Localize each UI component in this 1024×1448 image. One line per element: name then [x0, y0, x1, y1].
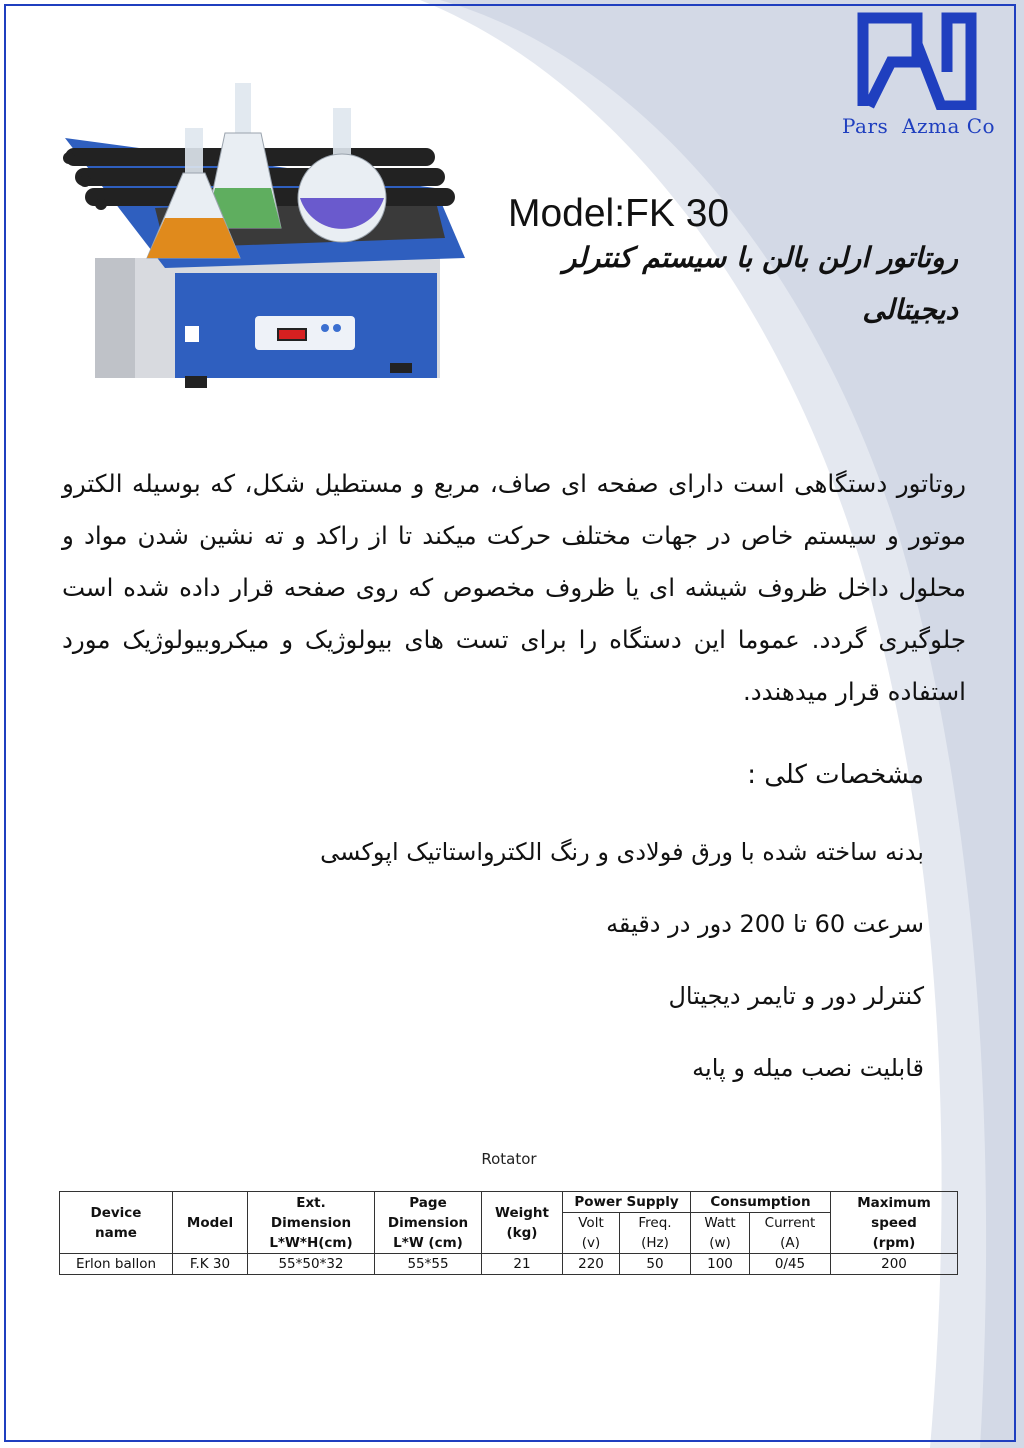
cell-current: 0/45 — [750, 1254, 831, 1275]
cell-weight: 21 — [482, 1254, 563, 1275]
cell-ext-dimension: 55*50*32 — [248, 1254, 375, 1275]
spec-item: قابلیت نصب میله و پایه — [692, 1054, 924, 1082]
table-row — [60, 1254, 958, 1275]
cell-device-name: Erlon ballon — [60, 1254, 173, 1275]
table-caption: Rotator — [481, 1150, 537, 1168]
th-max-speed: Maximum speed (rpm) — [831, 1192, 958, 1254]
th-page-dimension: Page Dimension L*W (cm) — [375, 1192, 482, 1254]
spec-item: بدنه ساخته شده با ورق فولادی و رنگ الکترواستاتیک اپوکسی — [320, 838, 924, 866]
th-model: Model — [173, 1192, 248, 1254]
brand-name: Pars Azma Co — [842, 114, 996, 138]
cell-model: F.K 30 — [173, 1254, 248, 1275]
th-power-supply: Power Supply — [563, 1192, 691, 1213]
brand-logo — [842, 12, 996, 138]
pars-azma-logo-icon — [855, 12, 979, 110]
cell-volt: 220 — [563, 1254, 620, 1275]
th-freq: Freq. (Hz) — [620, 1213, 691, 1254]
cell-watt: 100 — [691, 1254, 750, 1275]
spec-item: کنترلر دور و تایمر دیجیتال — [668, 982, 924, 1010]
spec-item: سرعت 60 تا 200 دور در دقیقه — [606, 910, 924, 938]
spec-table — [59, 1191, 958, 1275]
cell-freq: 50 — [620, 1254, 691, 1275]
th-volt: Volt (v) — [563, 1213, 620, 1254]
product-title: روتاتور ارلن بالن با سیستم کنترلر دیجیتالی — [562, 241, 958, 326]
th-ext-dimension: Ext. Dimension L*W*H(cm) — [248, 1192, 375, 1254]
cell-max-speed: 200 — [831, 1254, 958, 1275]
specs-heading: مشخصات کلی : — [747, 760, 924, 790]
model-title: Model:FK 30 — [508, 192, 730, 235]
product-image — [55, 78, 475, 398]
product-description: روتاتور دستگاهی است دارای صفحه ای صاف، مربع و مستطیل شکل، که بوسیله الکترو موتور و سیستم خاص در جهات مختلف حرکت میکند تا از راکد و ته نشین شدن مواد و محلول داخل ظروف شیشه ای یا ظروف مخصوص که روی صفحه قرار داده شده است جلوگیری گردد. عموما این دستگاه را برای تست های بیولوژیک و میکروبیولوژیک مورد استفاده قرار میدهندد. — [62, 469, 966, 706]
th-device-name: Device name — [60, 1192, 173, 1254]
th-current: Current (A) — [750, 1213, 831, 1254]
th-weight: Weight (kg) — [482, 1192, 563, 1254]
th-watt: Watt (w) — [691, 1213, 750, 1254]
cell-page-dimension: 55*55 — [375, 1254, 482, 1275]
th-consumption: Consumption — [691, 1192, 831, 1213]
